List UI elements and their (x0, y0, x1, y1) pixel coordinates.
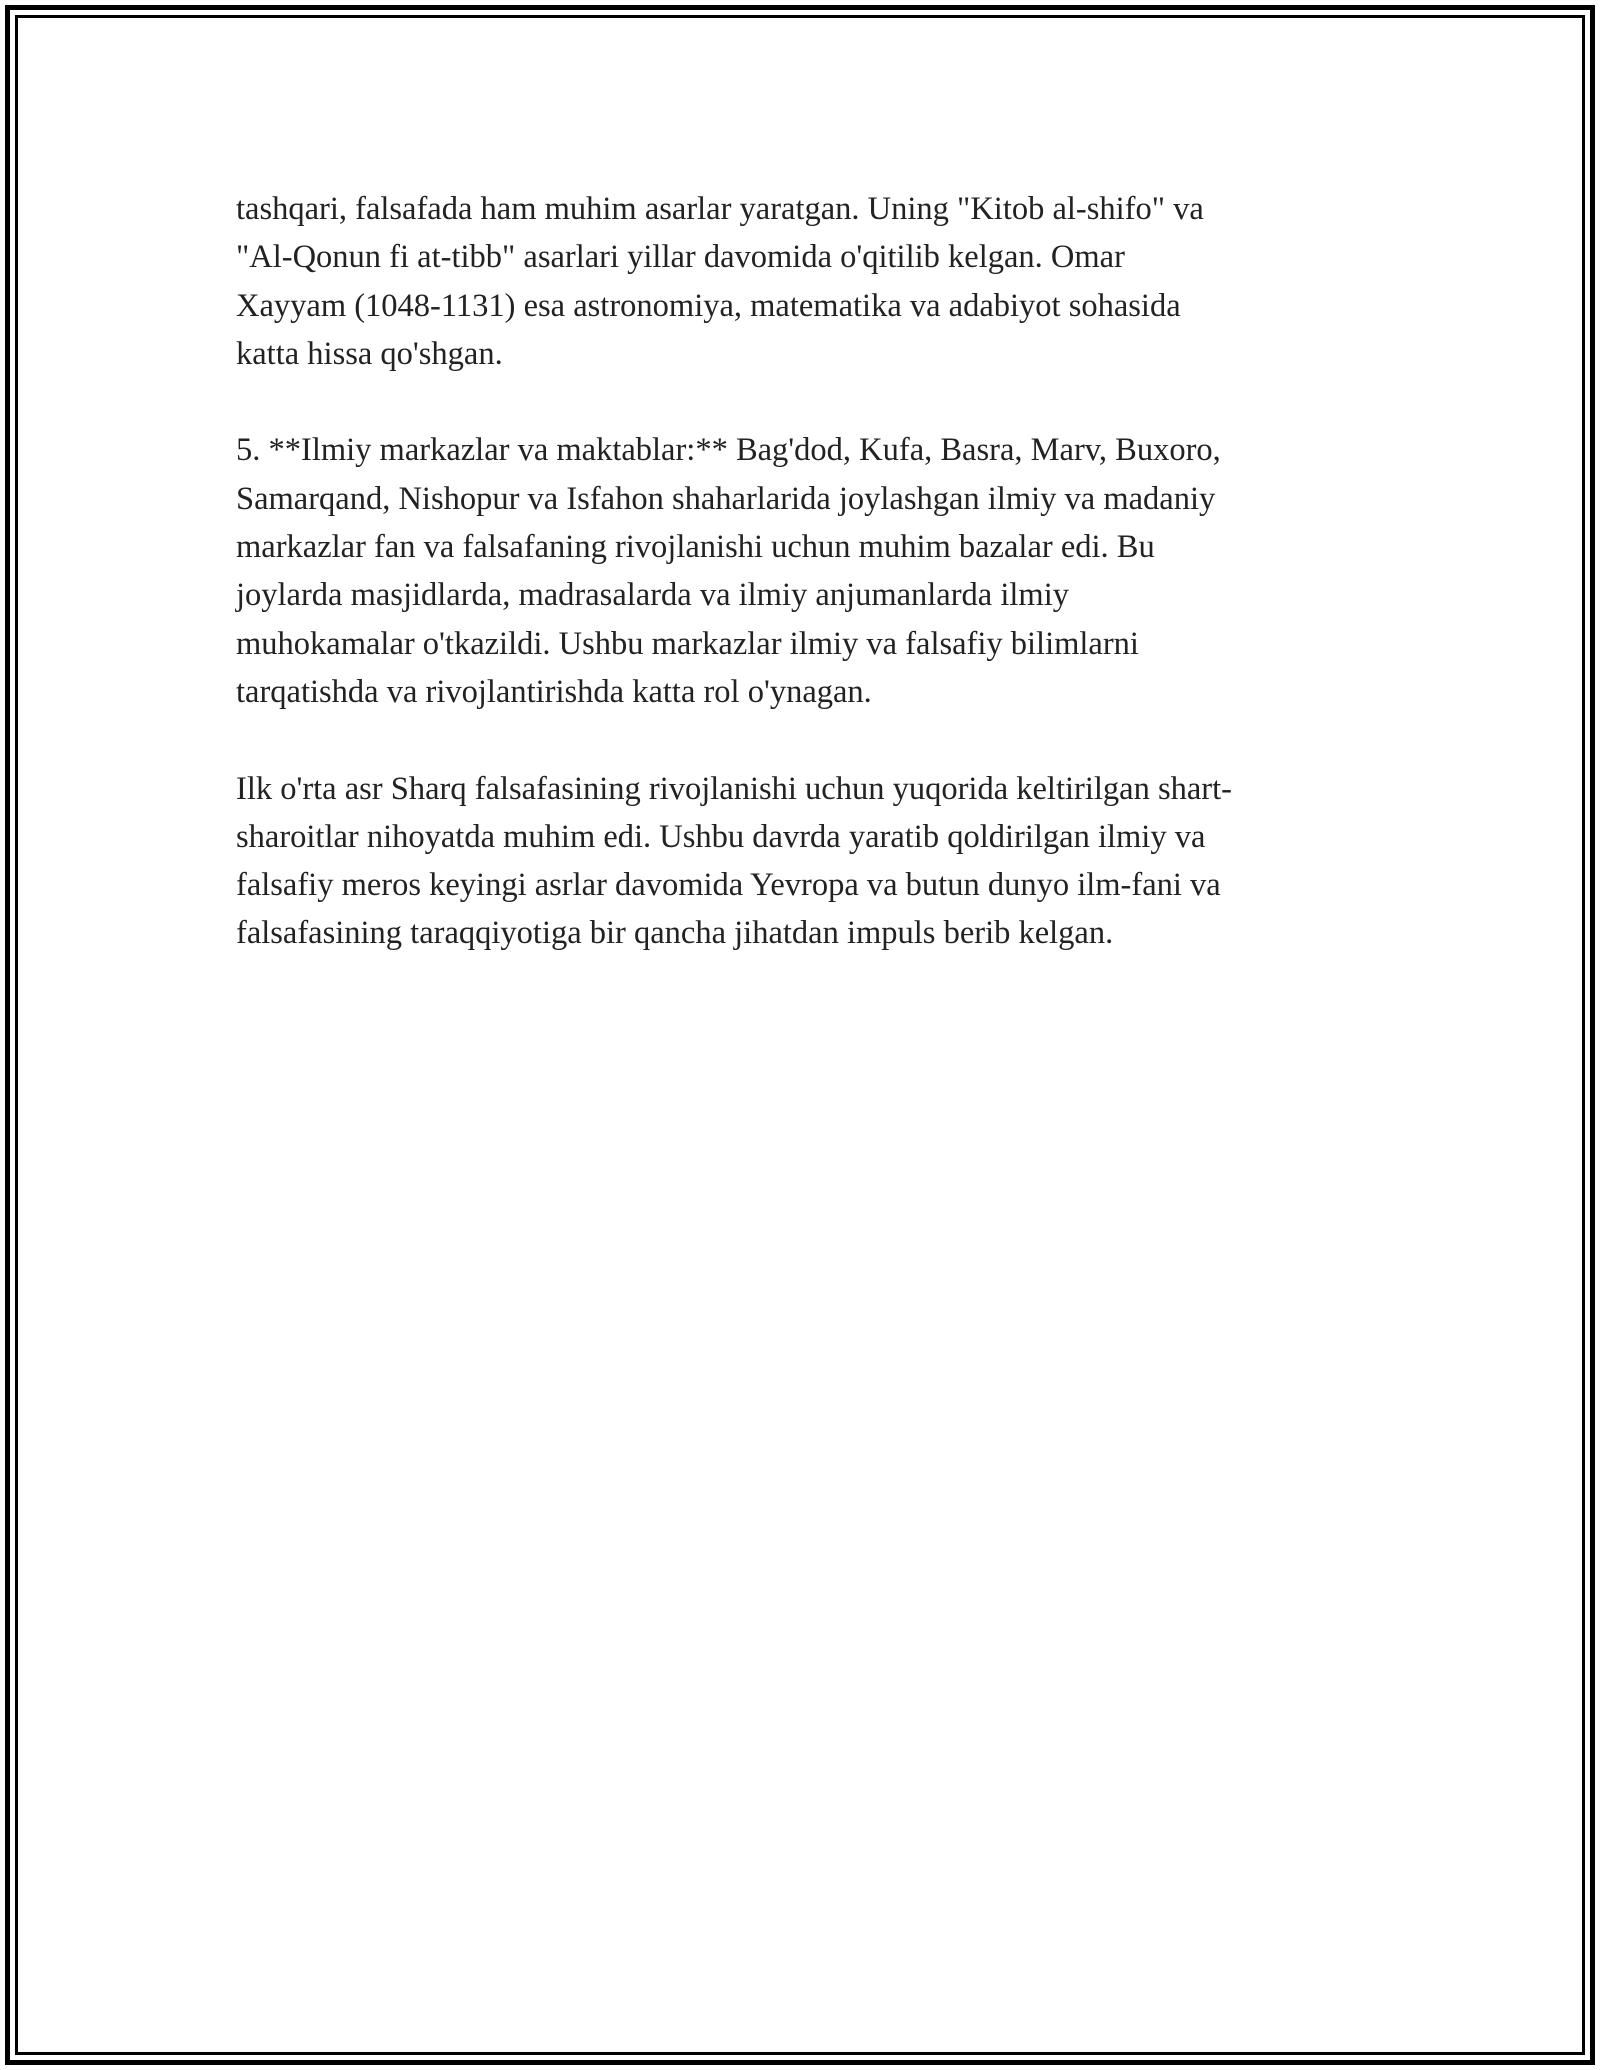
document-body (236, 185, 1386, 1006)
text-line: 5. **Ilmiy markazlar va maktablar:** Bag'dod, Kufa, Basra, Marv, Buxoro, (236, 432, 1221, 469)
text-line: Xayyam (1048-1131) esa astronomiya, matematika va adabiyot sohasida (236, 287, 1181, 324)
text-line: tarqatishda va rivojlantirishda katta rol o'ynagan. (236, 673, 872, 710)
text-line: Ilk o'rta asr Sharq falsafasining rivojlanishi uchun yuqorida keltirilgan shart- (236, 770, 1232, 807)
text-line: "Al-Qonun fi at-tibb" asarlari yillar davomida o'qitilib kelgan. Omar (236, 239, 1125, 276)
paragraph-scientific-centers (236, 426, 1386, 716)
text-line: Samarqand, Nishopur va Isfahon shaharlarida joylashgan ilmiy va madaniy (236, 480, 1216, 517)
paragraph-intro (236, 185, 1386, 378)
text-line: falsafiy meros keyingi asrlar davomida Yevropa va butun dunyo ilm-fani va (236, 867, 1221, 904)
text-line: markazlar fan va falsafaning rivojlanishi uchun muhim bazalar edi. Bu (236, 529, 1155, 566)
text-line: sharoitlar nihoyatda muhim edi. Ushbu davrda yaratib qoldirilgan ilmiy va (236, 818, 1206, 855)
text-line: muhokamalar o'tkazildi. Ushbu markazlar ilmiy va falsafiy bilimlarni (236, 625, 1139, 662)
text-line: tashqari, falsafada ham muhim asarlar yaratgan. Uning "Kitob al-shifo" va (236, 191, 1204, 227)
paragraph-conclusion (236, 765, 1386, 958)
text-line: katta hissa qo'shgan. (236, 335, 503, 372)
text-line: falsafasining taraqqiyotiga bir qancha jihatdan impuls berib kelgan. (236, 915, 1114, 952)
text-line: joylarda masjidlarda, madrasalarda va ilmiy anjumanlarda ilmiy (236, 577, 1069, 614)
